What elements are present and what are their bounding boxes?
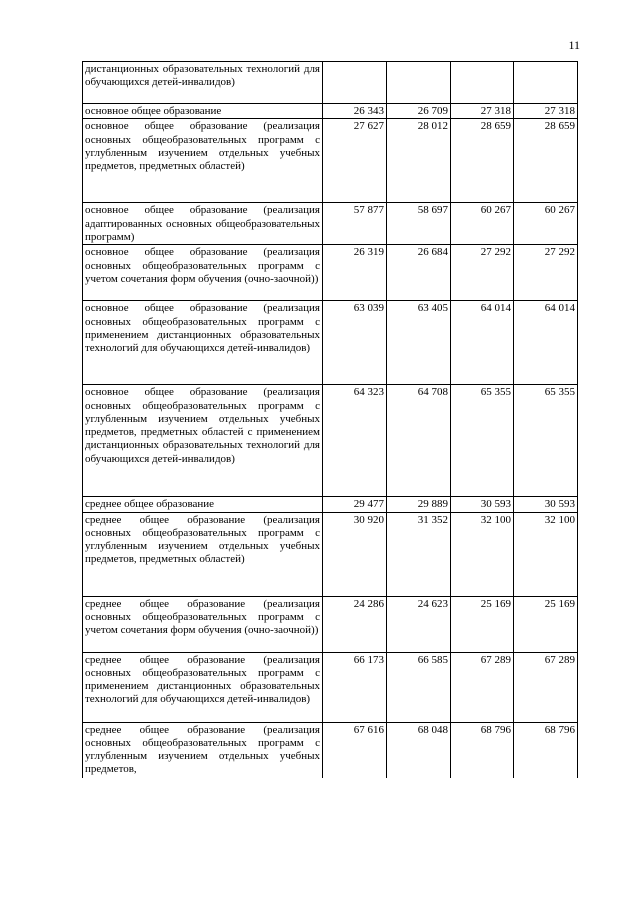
value-cell: 60 267 (451, 203, 514, 245)
table-row (83, 245, 578, 301)
value-cell: 28 012 (387, 119, 451, 203)
education-level-cell: основное общее образование (реализация адаптированных основных общеобразовательных программ) (83, 203, 323, 245)
value-cell: 29 889 (387, 497, 451, 512)
education-level-cell: среднее общее образование (реализация основных общеобразовательных программ с применением дистанционных образовательных технологий для обучающихся детей-инвалидов) (83, 652, 323, 722)
value-cell: 28 659 (514, 119, 578, 203)
education-level-cell: основное общее образование (реализация основных общеобразовательных программ с углубленным изучением отдельных учебных предметов, предметных областей) (83, 119, 323, 203)
value-cell: 32 100 (451, 512, 514, 596)
table-body (83, 62, 578, 779)
value-cell: 26 709 (387, 104, 451, 119)
value-cell: 57 877 (323, 203, 387, 245)
table-row (83, 385, 578, 497)
education-level-cell: основное общее образование (реализация основных общеобразовательных программ с применением дистанционных образовательных технологий для обучающихся детей-инвалидов) (83, 301, 323, 385)
value-cell: 29 477 (323, 497, 387, 512)
value-cell: 66 173 (323, 652, 387, 722)
table-row (83, 203, 578, 245)
value-cell: 25 169 (514, 596, 578, 652)
value-cell: 64 014 (451, 301, 514, 385)
value-cell: 24 623 (387, 596, 451, 652)
education-level-cell: среднее общее образование (реализация основных общеобразовательных программ с углубленным изучением отдельных учебных предметов, (83, 722, 323, 778)
value-cell: 27 627 (323, 119, 387, 203)
value-cell: 27 292 (451, 245, 514, 301)
value-cell: 67 289 (451, 652, 514, 722)
table-row (83, 652, 578, 722)
value-cell: 66 585 (387, 652, 451, 722)
value-cell: 30 593 (514, 497, 578, 512)
value-cell: 63 405 (387, 301, 451, 385)
value-cell: 64 014 (514, 301, 578, 385)
table-row (83, 512, 578, 596)
table-row (83, 62, 578, 104)
value-cell: 64 323 (323, 385, 387, 497)
value-cell: 26 684 (387, 245, 451, 301)
education-level-cell: основное общее образование (реализация основных общеобразовательных программ с углубленным изучением отдельных учебных предметов, предметных областей с применением дистанционных образовательных технологий для обучающихся детей-инвалидов) (83, 385, 323, 497)
page-number: 11 (568, 38, 580, 52)
value-cell: 31 352 (387, 512, 451, 596)
value-cell: 65 355 (514, 385, 578, 497)
value-cell: 30 920 (323, 512, 387, 596)
value-cell: 63 039 (323, 301, 387, 385)
value-cell: 67 616 (323, 722, 387, 778)
value-cell: 26 319 (323, 245, 387, 301)
education-level-cell: основное общее образование (реализация основных общеобразовательных программ с учетом сочетания форм обучения (очно-заочной)) (83, 245, 323, 301)
value-cell: 58 697 (387, 203, 451, 245)
value-cell: 32 100 (514, 512, 578, 596)
value-cell (387, 62, 451, 104)
education-level-cell: среднее общее образование (83, 497, 323, 512)
value-cell: 28 659 (451, 119, 514, 203)
table-row (83, 497, 578, 512)
value-cell: 27 292 (514, 245, 578, 301)
table-row (83, 119, 578, 203)
value-cell: 25 169 (451, 596, 514, 652)
table-row (83, 301, 578, 385)
value-cell: 68 796 (514, 722, 578, 778)
value-cell: 67 289 (514, 652, 578, 722)
value-cell: 24 286 (323, 596, 387, 652)
education-level-cell: среднее общее образование (реализация основных общеобразовательных программ с углубленным изучением отдельных учебных предметов, предметных областей) (83, 512, 323, 596)
table-row (83, 722, 578, 778)
education-level-cell: основное общее образование (83, 104, 323, 119)
table-row (83, 104, 578, 119)
value-cell: 64 708 (387, 385, 451, 497)
education-level-cell: дистанционных образовательных технологий для обучающихся детей-инвалидов) (83, 62, 323, 104)
value-cell (451, 62, 514, 104)
value-cell: 68 796 (451, 722, 514, 778)
tariff-table (82, 61, 578, 778)
value-cell: 68 048 (387, 722, 451, 778)
value-cell (323, 62, 387, 104)
education-level-cell: среднее общее образование (реализация основных общеобразовательных программ с учетом сочетания форм обучения (очно-заочной)) (83, 596, 323, 652)
value-cell (514, 62, 578, 104)
value-cell: 26 343 (323, 104, 387, 119)
value-cell: 27 318 (514, 104, 578, 119)
value-cell: 60 267 (514, 203, 578, 245)
value-cell: 27 318 (451, 104, 514, 119)
value-cell: 65 355 (451, 385, 514, 497)
table-row (83, 596, 578, 652)
value-cell: 30 593 (451, 497, 514, 512)
